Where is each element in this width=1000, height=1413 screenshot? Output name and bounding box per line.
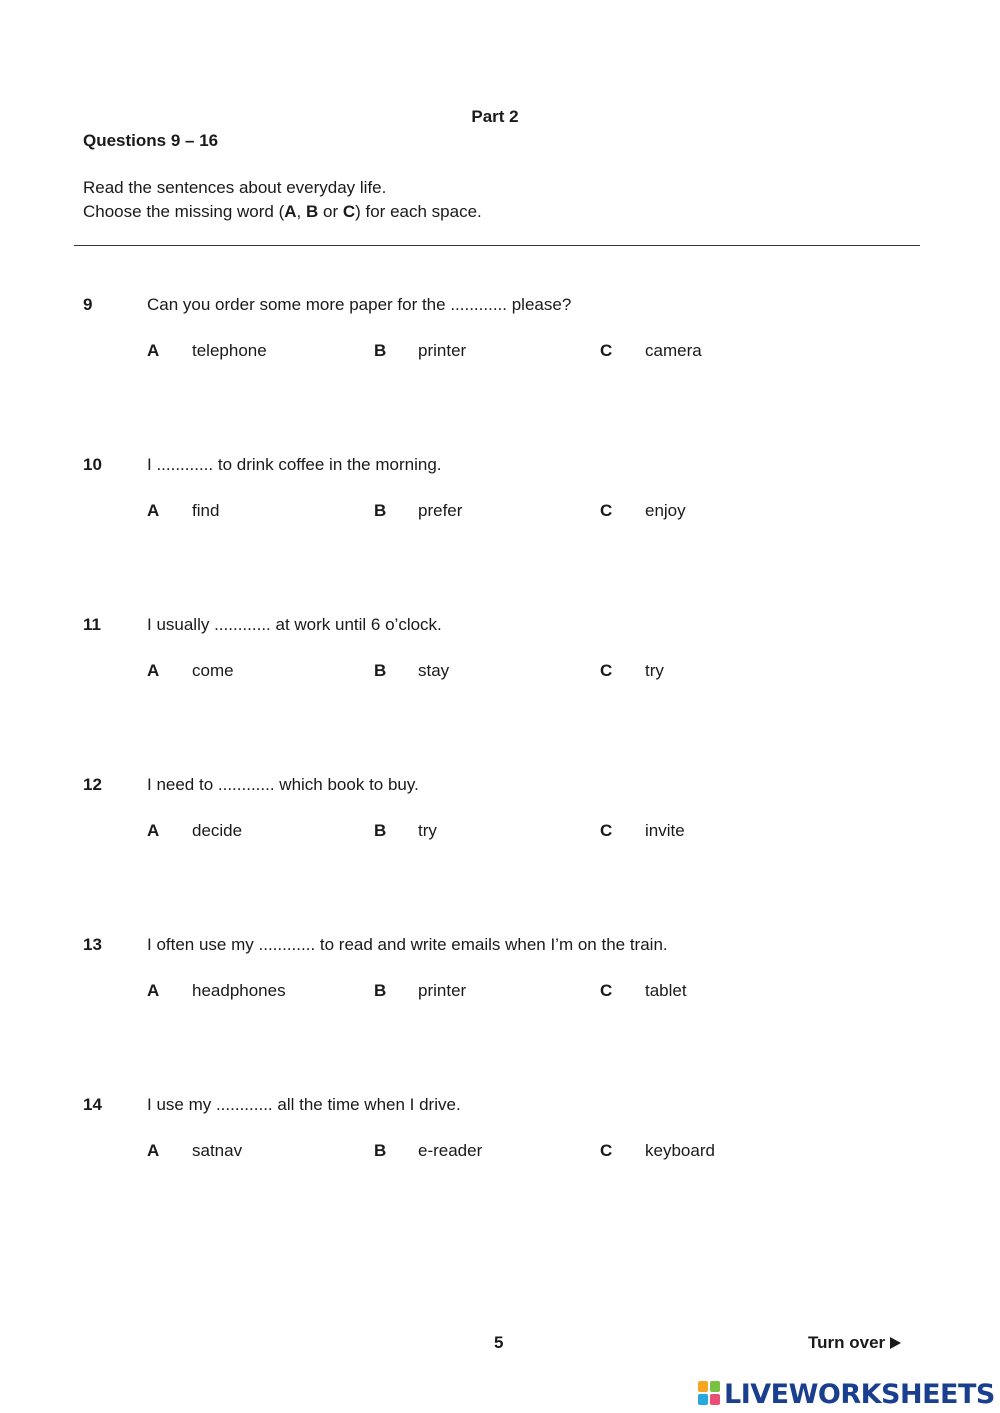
option-word-b[interactable]: prefer bbox=[418, 501, 463, 520]
instruction-letter-a: A bbox=[284, 202, 297, 221]
option-letter-a: A bbox=[147, 501, 160, 520]
option-letter-a: A bbox=[147, 981, 160, 1000]
liveworksheets-blocks-icon bbox=[698, 1381, 722, 1407]
option-letter-c: C bbox=[600, 821, 613, 840]
option-letter-b: B bbox=[374, 501, 387, 520]
instruction-text-end: ) for each space. bbox=[355, 202, 482, 221]
option-word-a[interactable]: come bbox=[192, 661, 234, 680]
question-text: Can you order some more paper for the ............ please? bbox=[147, 295, 572, 314]
option-word-a[interactable]: find bbox=[192, 501, 220, 520]
option-letter-b: B bbox=[374, 981, 387, 1000]
option-word-c[interactable]: tablet bbox=[645, 981, 687, 1000]
question-9 bbox=[0, 295, 1000, 395]
instruction-line-2 bbox=[83, 202, 482, 222]
option-letter-a: A bbox=[147, 661, 160, 680]
option-letter-a: A bbox=[147, 821, 160, 840]
question-number: 11 bbox=[83, 615, 101, 634]
question-13 bbox=[0, 935, 1000, 1035]
brand-wordmark: LIVEWORKSHEETS bbox=[724, 1378, 995, 1410]
option-letter-b: B bbox=[374, 1141, 387, 1160]
option-word-c[interactable]: keyboard bbox=[645, 1141, 715, 1160]
question-text: I need to ............ which book to buy. bbox=[147, 775, 419, 794]
turn-over-indicator bbox=[808, 1333, 901, 1353]
option-word-a[interactable]: headphones bbox=[192, 981, 286, 1000]
option-letter-b: B bbox=[374, 661, 387, 680]
option-letter-c: C bbox=[600, 501, 613, 520]
question-14 bbox=[0, 1095, 1000, 1195]
option-letter-c: C bbox=[600, 661, 613, 680]
option-word-c[interactable]: invite bbox=[645, 821, 685, 840]
question-text: I use my ............ all the time when I drive. bbox=[147, 1095, 461, 1114]
option-word-b[interactable]: stay bbox=[418, 661, 450, 680]
option-word-c[interactable]: camera bbox=[645, 341, 702, 360]
question-number: 12 bbox=[83, 775, 102, 794]
option-word-b[interactable]: e-reader bbox=[418, 1141, 483, 1160]
option-word-a[interactable]: decide bbox=[192, 821, 243, 840]
turn-over-label: Turn over bbox=[808, 1333, 886, 1352]
option-letter-a: A bbox=[147, 1141, 160, 1160]
instruction-line-1: Read the sentences about everyday life. bbox=[83, 178, 387, 197]
option-letter-c: C bbox=[600, 981, 613, 1000]
option-word-a[interactable]: satnav bbox=[192, 1141, 243, 1160]
question-text: I often use my ............ to read and write emails when I’m on the train. bbox=[147, 935, 668, 954]
liveworksheets-logo[interactable] bbox=[698, 1378, 995, 1410]
option-word-c[interactable]: enjoy bbox=[645, 501, 686, 520]
option-letter-a: A bbox=[147, 341, 160, 360]
option-word-b[interactable]: try bbox=[418, 821, 437, 840]
option-word-c[interactable]: try bbox=[645, 661, 664, 680]
question-12 bbox=[0, 775, 1000, 875]
play-triangle-icon bbox=[890, 1337, 901, 1349]
option-letter-c: C bbox=[600, 341, 613, 360]
question-number: 14 bbox=[83, 1095, 102, 1114]
instruction-text: Choose the missing word ( bbox=[83, 202, 285, 221]
option-letter-c: C bbox=[600, 1141, 613, 1160]
question-number: 10 bbox=[83, 455, 102, 474]
question-range-heading: Questions 9 – 16 bbox=[83, 131, 219, 150]
question-number: 13 bbox=[83, 935, 102, 954]
option-letter-b: B bbox=[374, 821, 387, 840]
option-word-b[interactable]: printer bbox=[418, 981, 467, 1000]
instruction-letter-c: C bbox=[342, 202, 356, 221]
page-number: 5 bbox=[494, 1333, 504, 1352]
part-title: Part 2 bbox=[471, 107, 519, 126]
option-word-a[interactable]: telephone bbox=[192, 341, 267, 360]
instruction-separator: , bbox=[296, 202, 306, 221]
question-number: 9 bbox=[83, 295, 93, 314]
divider bbox=[74, 245, 920, 246]
question-10 bbox=[0, 455, 1000, 555]
instruction-letter-b: B bbox=[306, 202, 319, 221]
option-word-b[interactable]: printer bbox=[418, 341, 467, 360]
question-text: I usually ............ at work until 6 o’clock. bbox=[147, 615, 442, 634]
option-letter-b: B bbox=[374, 341, 387, 360]
question-11 bbox=[0, 615, 1000, 715]
instruction-or: or bbox=[318, 202, 343, 221]
question-text: I ............ to drink coffee in the morning. bbox=[147, 455, 442, 474]
